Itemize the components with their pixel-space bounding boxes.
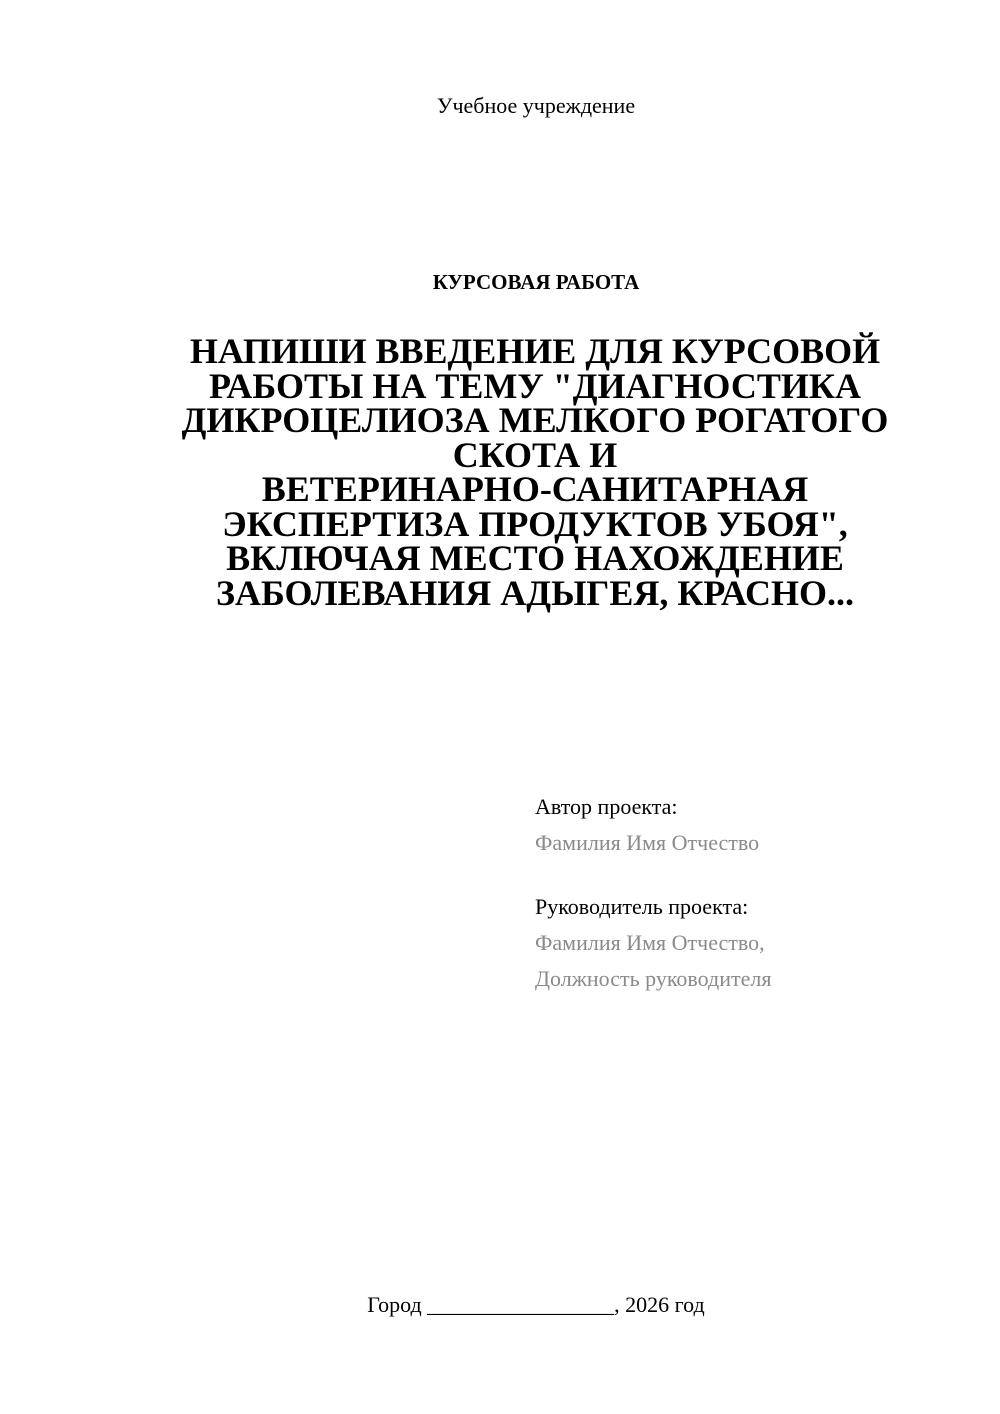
supervisor-name: Фамилия Имя Отчество,: [535, 930, 765, 955]
title-line: НАПИШИ ВВЕДЕНИЕ ДЛЯ КУРСОВОЙ: [189, 331, 881, 371]
title-line: ДИКРОЦЕЛИОЗА МЕЛКОГО РОГАТОГО: [181, 400, 889, 440]
title-line: ЗАБОЛЕВАНИЯ АДЫГЕЯ, КРАСНО...: [215, 572, 855, 613]
work-title: [140, 331, 930, 613]
work-type-heading: КУРСОВАЯ РАБОТА: [432, 270, 640, 294]
title-line: РАБОТЫ НА ТЕМУ "ДИАГНОСТИКА: [209, 365, 861, 406]
spacer: [535, 861, 975, 889]
title-line: ВКЛЮЧАЯ МЕСТО НАХОЖДЕНИЕ: [226, 538, 844, 578]
author-name: Фамилия Имя Отчество: [535, 830, 760, 855]
title-line: СКОТА И: [452, 434, 618, 475]
authorship-block: [535, 789, 975, 997]
city-year-footer: Город _________________, 2026 год: [367, 1292, 705, 1317]
supervisor-label: Руководитель проекта:: [535, 894, 749, 919]
supervisor-position: Должность руководителя: [535, 966, 772, 991]
author-label: Автор проекта:: [535, 794, 678, 819]
institution-name: Учебное учреждение: [436, 93, 636, 118]
title-line: ЭКСПЕРТИЗА ПРОДУКТОВ УБОЯ",: [222, 503, 848, 544]
title-line: ВЕТЕРИНАРНО-САНИТАРНАЯ: [261, 469, 809, 509]
